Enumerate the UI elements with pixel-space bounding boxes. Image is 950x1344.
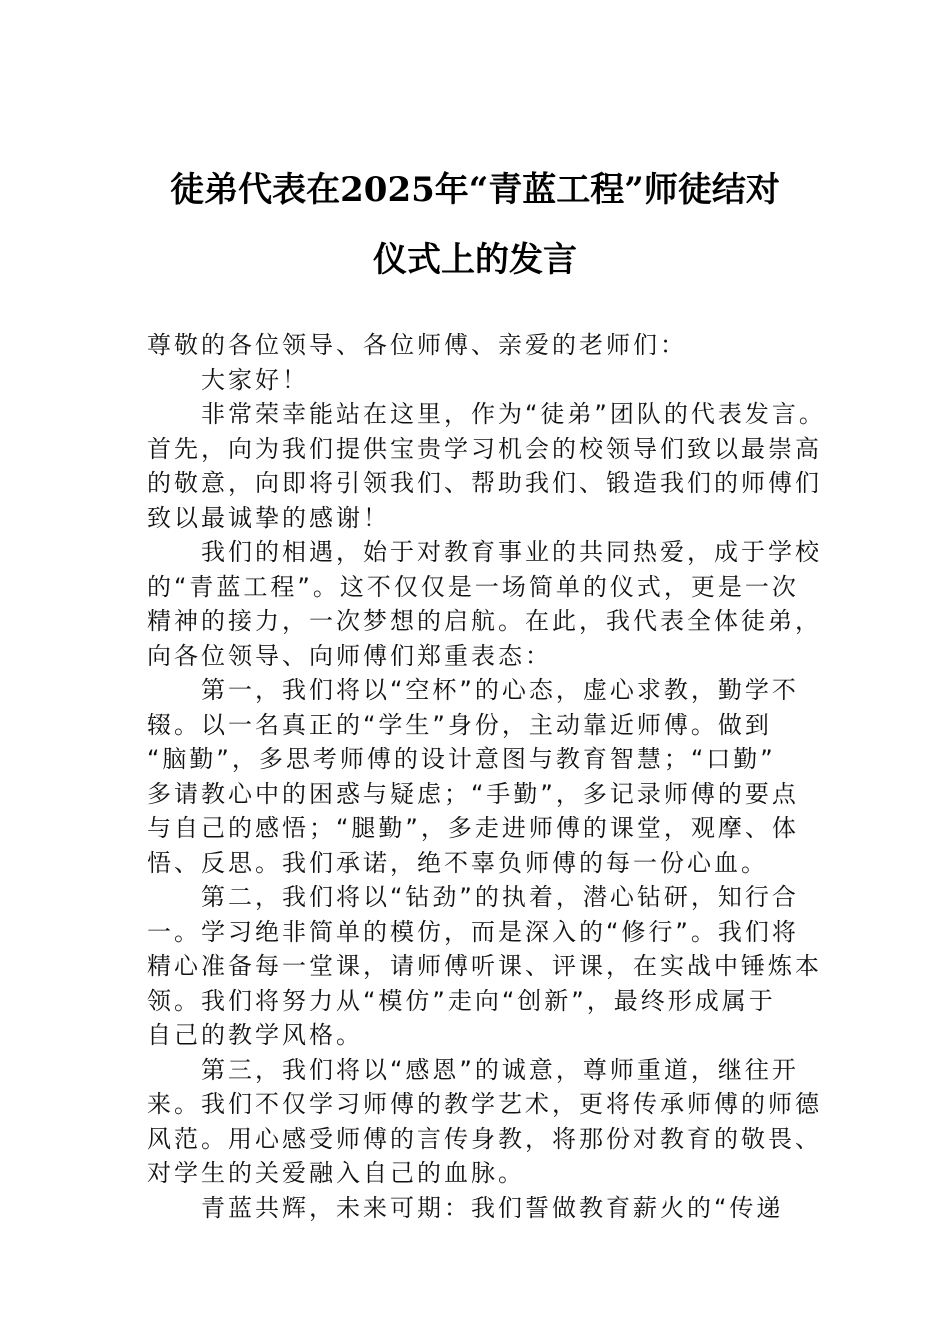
body-text-line: 第二，我们将以“钻劲”的执着，潜心钻研，知行合 [201,883,799,911]
body-text-line: 领。我们将努力从“模仿”走向“创新”，最终形成属于 [147,986,776,1015]
body-text-line: 尊敬的各位领导、各位师傅、亲爱的老师们： [147,331,687,359]
body-text-line: 大家好！ [201,365,309,394]
body-text-line: 我们的相遇，始于对教育事业的共同热爱，成于学校 [201,538,822,566]
body-text-line: 自己的教学风格。 [147,1021,363,1049]
body-text-line: 青蓝共辉，未来可期：我们誓做教育薪火的“传递 [201,1193,784,1222]
body-text-line: 辍。以一名真正的“学生”身份，主动靠近师傅。做到 [147,710,772,739]
document-title-line-1: 徒弟代表在2025年“青蓝工程”师徒结对 [170,170,780,210]
body-text-line: 与自己的感悟；“腿勤”，多走进师傅的课堂，观摩、体 [147,814,799,842]
document-title-line-2: 仪式上的发言 [373,240,577,280]
body-text-line: 精神的接力，一次梦想的启航。在此，我代表全体徒弟， [147,607,822,635]
body-text-line: 向各位领导、向师傅们郑重表态： [147,641,552,670]
body-text-line: 风范。用心感受师傅的言传身教，将那份对教育的敬畏、 [147,1124,822,1153]
body-text-line: “脑勤”，多思考师傅的设计意图与教育智慧；“口勤” [147,745,776,773]
body-text-line: 一。学习绝非简单的模仿，而是深入的“修行”。我们将 [147,917,799,946]
body-text-line: 第一，我们将以“空杯”的心态，虚心求教，勤学不 [201,676,799,704]
body-text-line: 的“青蓝工程”。这不仅仅是一场简单的仪式，更是一次 [147,572,799,601]
body-text-line: 致以最诚挚的感谢！ [147,503,390,532]
body-text-line: 对学生的关爱融入自己的血脉。 [147,1159,525,1187]
document-body [147,328,826,1225]
body-text-line: 首先，向为我们提供宝贵学习机会的校领导们致以最崇高 [147,434,822,463]
body-text-line: 的敬意，向即将引领我们、帮助我们、锻造我们的师傅们 [147,469,822,497]
body-text-line: 非常荣幸能站在这里，作为“徒弟”团队的代表发言。 [201,400,826,428]
body-text-line: 悟、反思。我们承诺，绝不辜负师傅的每一份心血。 [147,848,768,877]
body-text-line: 来。我们不仅学习师傅的教学艺术，更将传承师傅的师德 [147,1090,822,1118]
body-text-line: 多请教心中的困惑与疑虑；“手勤”，多记录师傅的要点 [147,779,799,808]
body-text-line: 精心准备每一堂课，请师傅听课、评课，在实战中锤炼本 [147,952,822,980]
body-text-line: 第三，我们将以“感恩”的诚意，尊师重道，继往开 [201,1055,799,1084]
